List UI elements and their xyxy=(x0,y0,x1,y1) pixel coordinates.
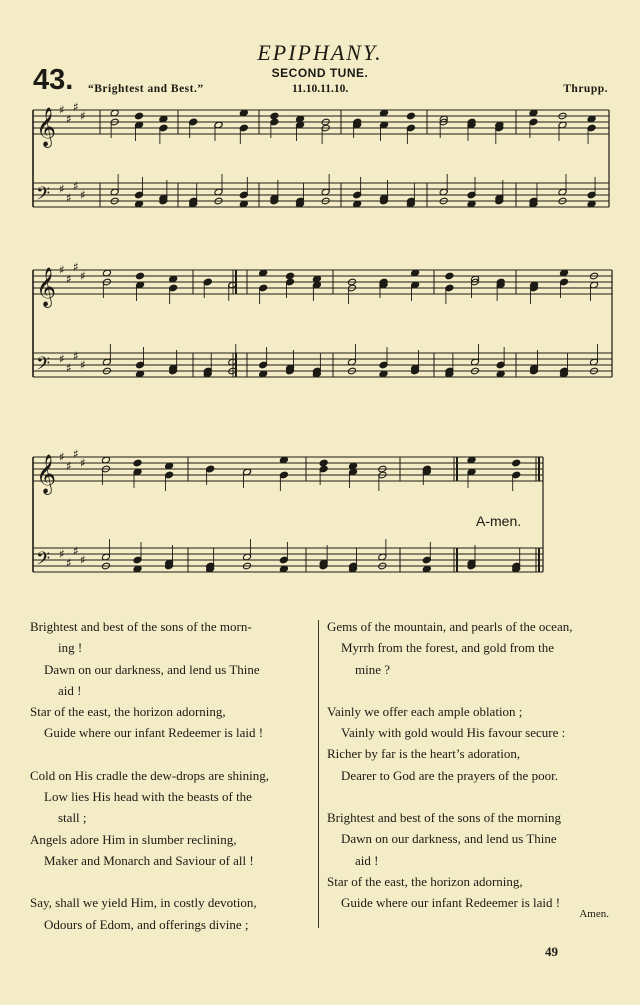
verse-line: Cold on His cradle the dew-drops are shining, xyxy=(30,767,270,783)
sharp-icon: ♯ xyxy=(66,556,72,570)
bass-clef-icon: 𝄢 xyxy=(36,549,51,574)
hymn-number: 43. xyxy=(33,64,74,96)
verse-line: Dearer to God are the prayers of the poor. xyxy=(341,767,558,783)
verse-line: Maker and Monarch and Saviour of all ! xyxy=(44,852,254,868)
stanza-3-continued xyxy=(327,616,613,680)
stanza-1 xyxy=(30,616,306,744)
verse-line: Richer by far is the heart’s adoration, xyxy=(327,746,521,762)
sharp-icon: ♯ xyxy=(66,459,72,473)
verse-line: Guide where our infant Redeemer is laid ! xyxy=(44,725,264,741)
sharp-icon: ♯ xyxy=(80,109,86,123)
sharp-icon: ♯ xyxy=(59,103,65,117)
sharp-icon: ♯ xyxy=(73,544,79,558)
verse-line: Gems of the mountain, and pearls of the ocean, xyxy=(327,619,573,634)
verse-line: Odours of Edom, and offerings divine ; xyxy=(44,916,249,932)
page-number: 49 xyxy=(545,944,558,959)
verse-line: Myrrh from the forest, and gold from the xyxy=(341,640,555,656)
sharp-icon: ♯ xyxy=(80,553,86,567)
meter: 11.10.11.10. xyxy=(292,83,349,95)
sharp-icon: ♯ xyxy=(73,349,79,363)
sharp-icon: ♯ xyxy=(66,191,72,205)
stanza-3 xyxy=(30,892,306,935)
bass-clef-icon: 𝄢 xyxy=(36,184,51,209)
verse-line: ing ! xyxy=(58,640,83,656)
verse-line: Angels adore Him in slumber reclining, xyxy=(30,831,237,847)
treble-clef-icon: 𝄞 xyxy=(36,107,57,147)
treble-clef-icon: 𝄞 xyxy=(36,267,57,307)
sharp-icon: ♯ xyxy=(59,450,65,464)
verse-line: stall ; xyxy=(58,810,87,826)
sharp-icon: ♯ xyxy=(80,358,86,372)
verse-line: aid ! xyxy=(58,682,82,698)
sharp-icon: ♯ xyxy=(80,456,86,470)
sharp-icon: ♯ xyxy=(73,447,79,461)
sharp-icon: ♯ xyxy=(80,188,86,202)
bass-clef-icon: 𝄢 xyxy=(36,354,51,379)
sharp-icon: ♯ xyxy=(59,352,65,366)
verse-line: Dawn on our darkness, and lend us Thine xyxy=(341,831,557,847)
stanza-4 xyxy=(327,701,613,786)
verse-line: Dawn on our darkness, and lend us Thine xyxy=(44,661,260,677)
verse-line: Low lies His head with the beasts of the xyxy=(44,789,252,805)
notehead xyxy=(512,459,521,467)
verses-left-column xyxy=(30,616,306,956)
sharp-icon: ♯ xyxy=(66,272,72,286)
verse-line: Vainly with gold would His favour secure : xyxy=(341,725,566,741)
amen-label: A-men. xyxy=(476,513,522,529)
notehead xyxy=(445,272,454,280)
verse-line: mine ? xyxy=(355,661,391,677)
sharp-icon: ♯ xyxy=(73,260,79,274)
sharp-icon: ♯ xyxy=(80,269,86,283)
tune-label: SECOND TUNE. xyxy=(271,66,369,80)
column-divider xyxy=(318,620,319,928)
treble-clef-icon: 𝄞 xyxy=(36,454,57,494)
stanza-5 xyxy=(327,807,613,913)
section-title: EPIPHANY. xyxy=(257,40,383,65)
verse-line: Brightest and best of the sons of the morning xyxy=(327,810,561,826)
sharp-icon: ♯ xyxy=(59,182,65,196)
amen-text: Amen. xyxy=(579,908,609,920)
notehead xyxy=(135,112,144,120)
verse-line: Say, shall we yield Him, in costly devotion, xyxy=(30,895,257,911)
sharp-icon: ♯ xyxy=(73,179,79,193)
verses-right-column xyxy=(327,616,613,935)
verse-line: Star of the east, the horizon adorning, xyxy=(327,873,523,889)
verse-line: aid ! xyxy=(355,852,379,868)
verse-line: Brightest and best of the sons of the morn- xyxy=(30,619,252,634)
notehead xyxy=(406,112,415,120)
composer: Thrupp. xyxy=(563,83,608,95)
sharp-icon: ♯ xyxy=(73,100,79,114)
verse-line: Vainly we offer each ample oblation ; xyxy=(327,703,523,719)
sharp-icon: ♯ xyxy=(66,112,72,126)
notehead xyxy=(133,459,142,467)
sharp-icon: ♯ xyxy=(59,263,65,277)
tune-name: “Brightest and Best.” xyxy=(88,83,204,95)
stanza-2 xyxy=(30,765,306,871)
verse-line: Star of the east, the horizon adorning, xyxy=(30,704,226,720)
notehead xyxy=(136,272,145,280)
sharp-icon: ♯ xyxy=(66,361,72,375)
sharp-icon: ♯ xyxy=(59,547,65,561)
verse-line: Guide where our infant Redeemer is laid ! xyxy=(341,895,561,911)
